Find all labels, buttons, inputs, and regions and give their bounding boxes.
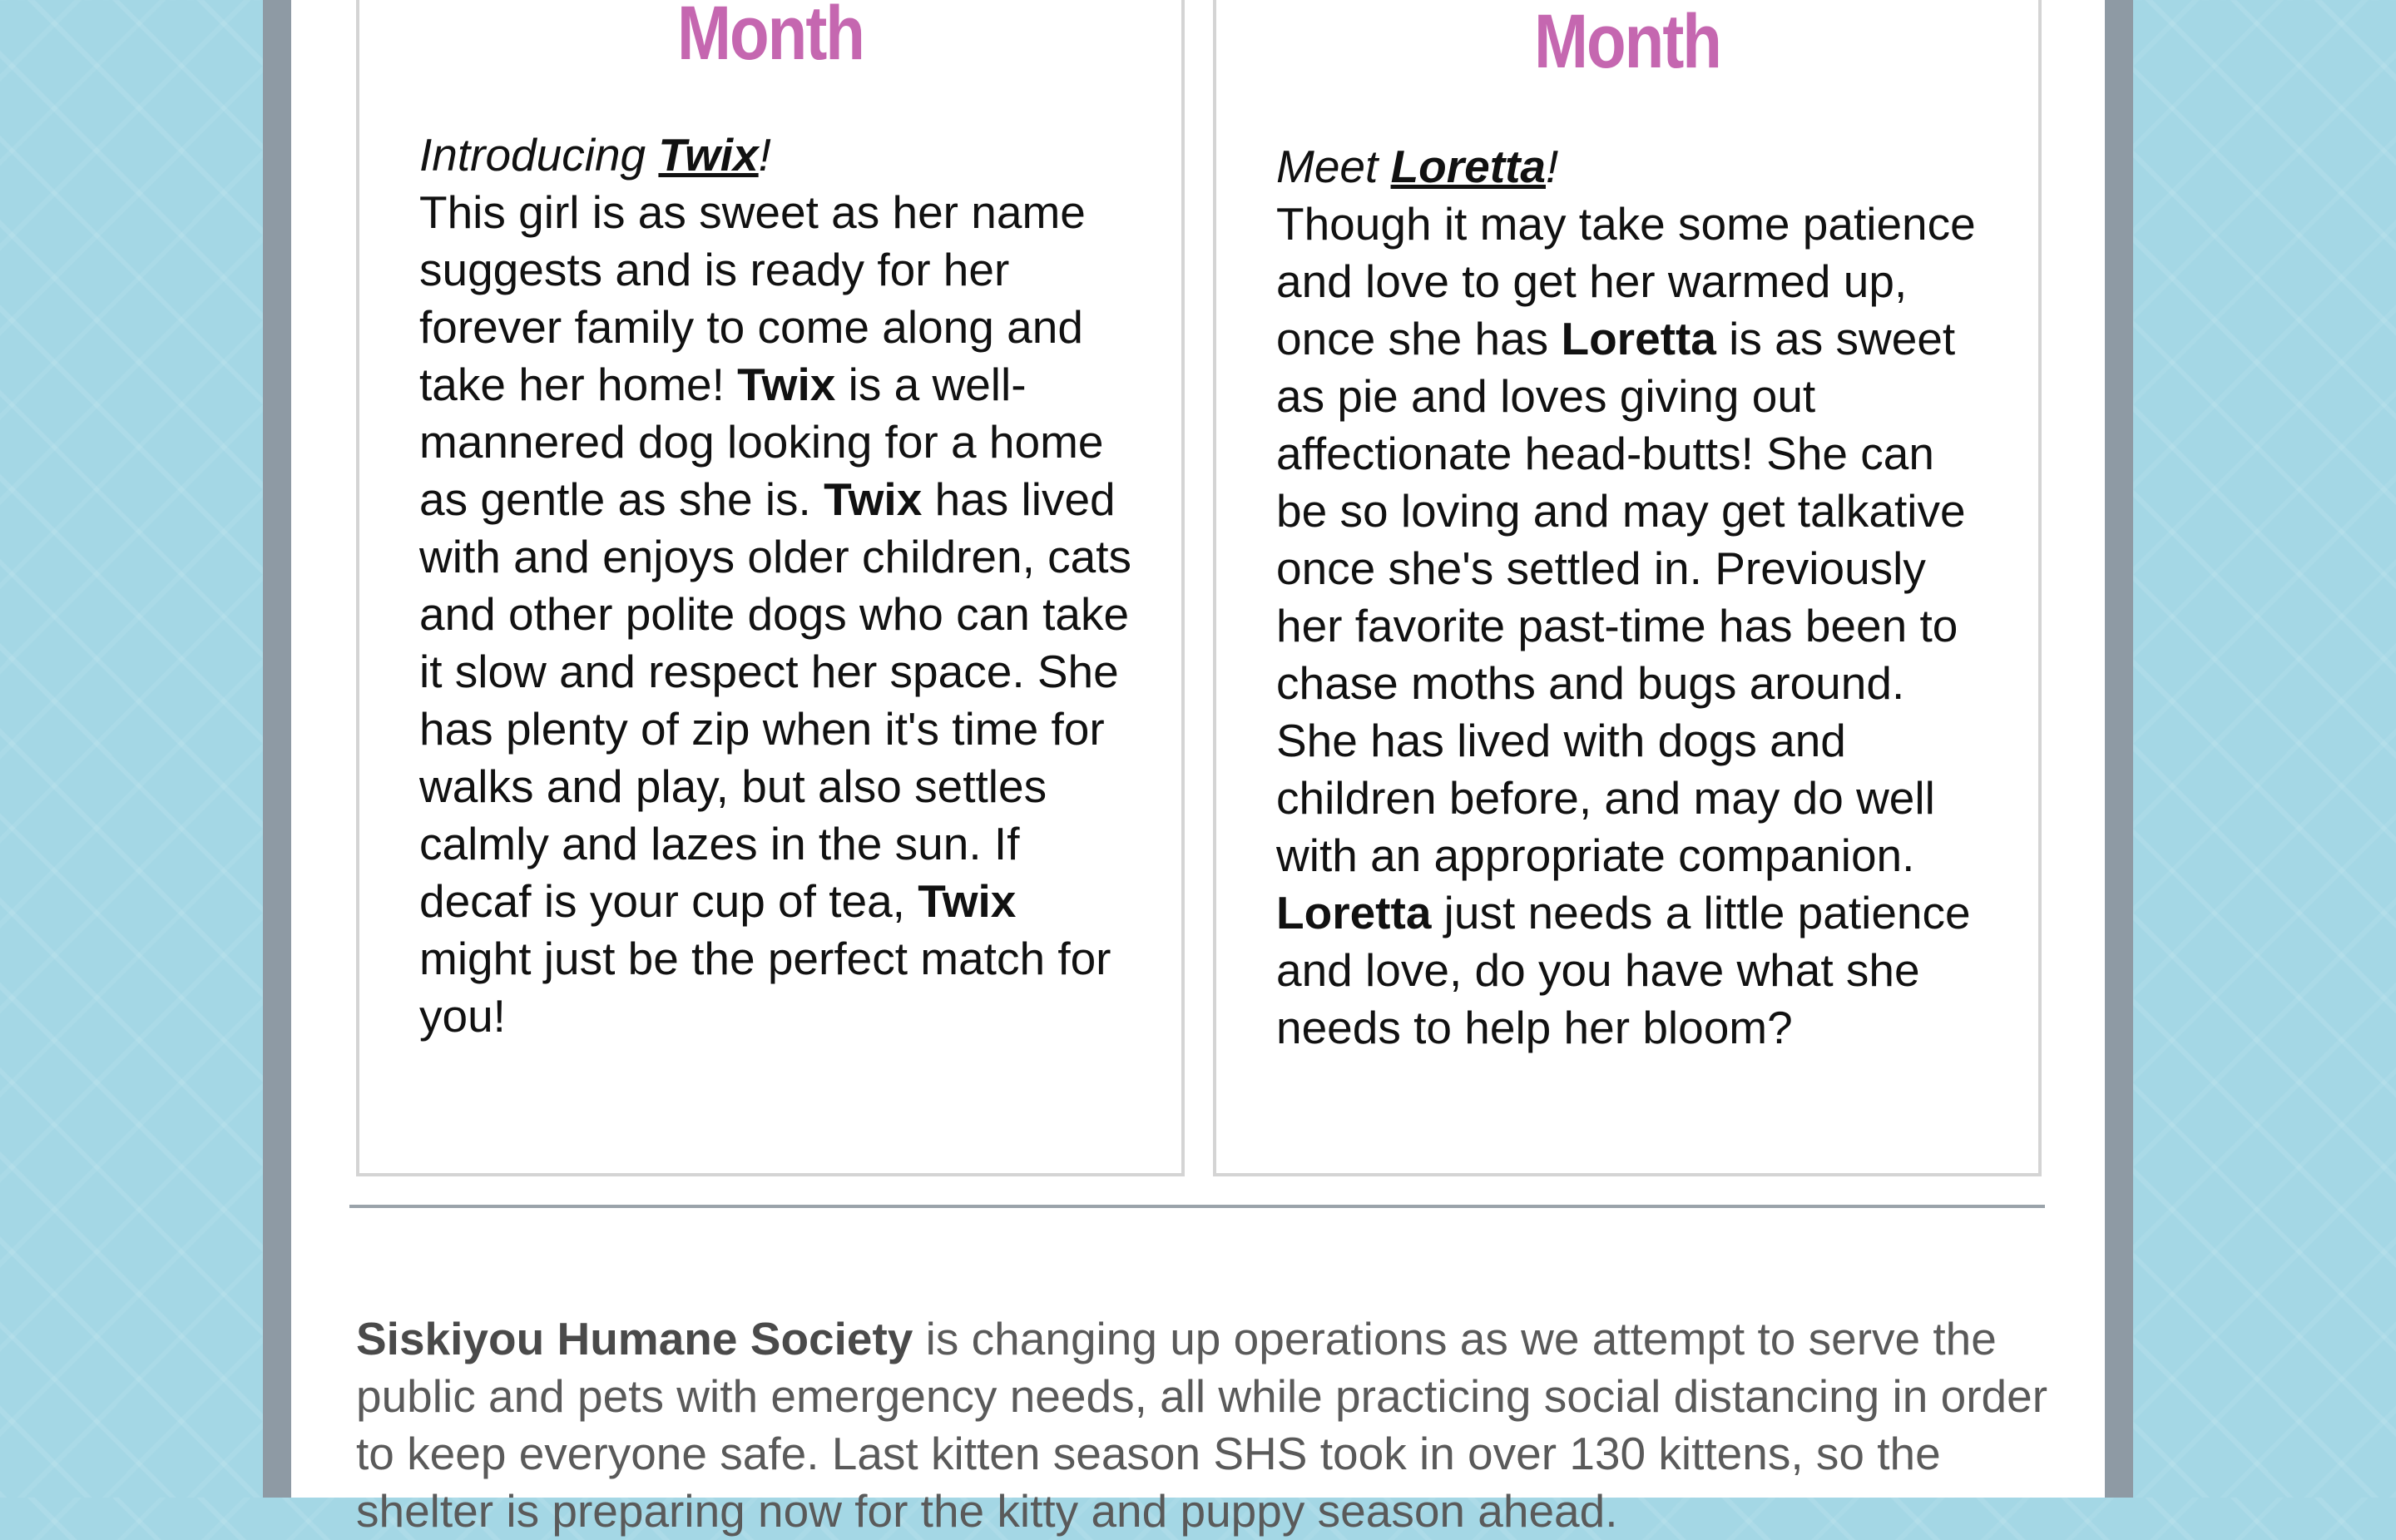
pet-description bbox=[419, 126, 1140, 1045]
org-name: Siskiyou Humane Society bbox=[356, 1313, 913, 1364]
pet-name-bold: Twix bbox=[737, 359, 836, 410]
notice-text: is changing up operations as we attempt to serve the public and pets with emergency needs, all while practicing social distancing in order to keep everyone safe. Last kitten season SHS took in over 130 kittens, so the shelter is preparing now for the kitty and puppy season ahead. bbox=[356, 1313, 2048, 1537]
pet-description-text bbox=[1276, 198, 1976, 1053]
pet-name-bold: Loretta bbox=[1276, 887, 1432, 938]
description-run: just needs a little patience and love, do you have what she needs to help her bloom? bbox=[1276, 887, 1971, 1053]
description-run: is as sweet as pie and loves giving out affectionate head-butts! She can be so loving and may get talkative once she's settled in. Previously her favorite past-time has been to chase moths and bugs around. She has lived with dogs and children before, and may do well with an appropriate companion. bbox=[1276, 313, 1966, 881]
pet-of-month-card-twix bbox=[356, 0, 1185, 1176]
description-run: has lived with and enjoys older children, cats and other polite dogs who can take it slow and respect her space. She has plenty of zip when it's time for walks and play, but also settles calmly and lazes in the sun. If decaf is your cup of tea, bbox=[419, 473, 1132, 927]
description-run: is a well-mannered dog looking for a home as gentle as she is. bbox=[419, 359, 1104, 525]
pet-name-bold: Twix bbox=[918, 875, 1017, 927]
pet-intro: Introducing Twix! bbox=[419, 129, 771, 181]
pet-name-link-twix[interactable]: Twix bbox=[658, 129, 759, 181]
pet-name-bold: Loretta bbox=[1561, 313, 1716, 364]
card-heading: Month bbox=[677, 0, 864, 77]
pet-name-link-loretta[interactable]: Loretta bbox=[1390, 141, 1546, 192]
pet-of-month-card-loretta bbox=[1213, 0, 2042, 1176]
operations-notice bbox=[356, 1310, 2070, 1540]
pet-name-bold: Twix bbox=[824, 473, 923, 525]
description-run: might just be the perfect match for you! bbox=[419, 933, 1111, 1042]
section-divider bbox=[349, 1205, 2045, 1208]
card-heading: Month bbox=[1534, 0, 1720, 85]
pet-description bbox=[1276, 138, 1997, 1057]
description-run: Though it may take some patience and love to get her warmed up, once she has bbox=[1276, 198, 1976, 364]
description-run: This girl is as sweet as her name suggests and is ready for her forever family to come along and take her home! bbox=[419, 186, 1086, 410]
pet-intro: Meet Loretta! bbox=[1276, 141, 1559, 192]
pet-description-text bbox=[419, 186, 1131, 1042]
